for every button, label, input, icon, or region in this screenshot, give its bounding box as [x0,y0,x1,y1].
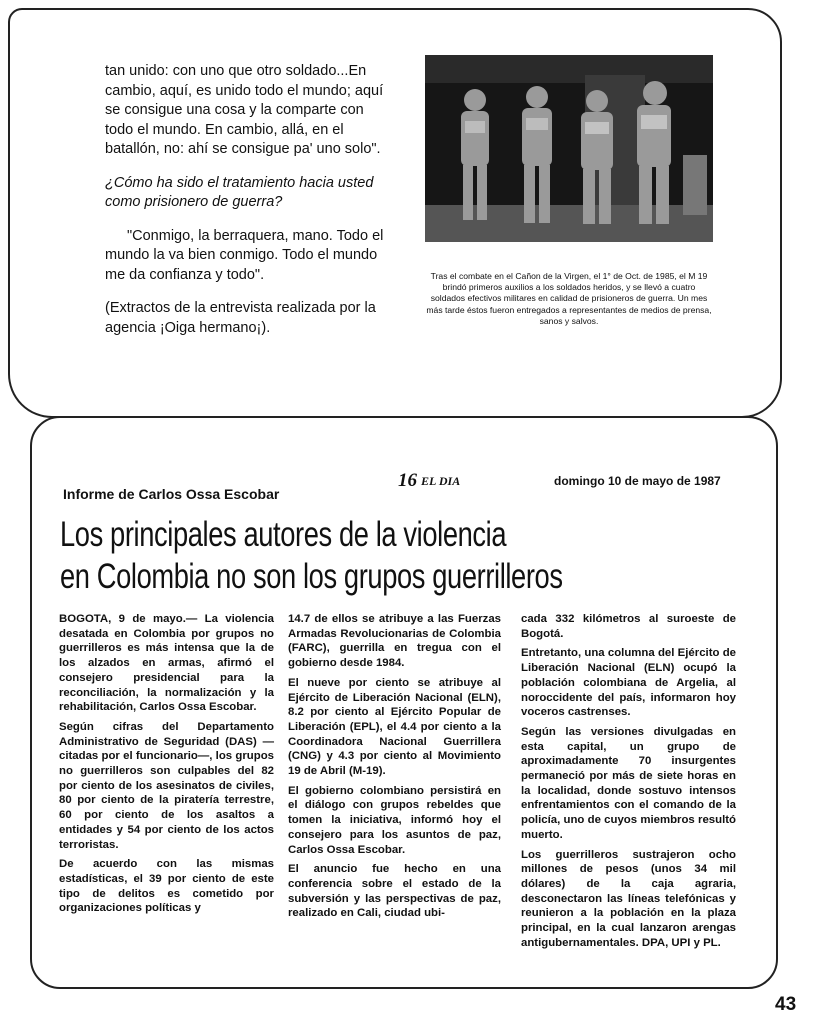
article-paragraph: El anuncio fue hecho en una conferencia sobre el estado de la subversión y las perspectivas de paz, realizado en Cali, ciudad ubi- [288,863,501,920]
interview-source: (Extractos de la entrevista realizada por la agencia ¡Oiga hermano¡). [105,300,376,336]
article-paragraph: 14.7 de ellos se atribuye a las Fuerzas Armadas Revolucionarias de Colombia (FARC), guerrilla en tregua con el gobierno desde 1984. [288,613,501,670]
article-paragraph: cada 332 kilómetros al suroeste de Bogotá. [521,613,736,640]
interview-paragraph: tan unido: con uno que otro soldado...En cambio, aquí, es unido todo el mundo; aquí se consigue una cosa y la comparte con todo el mundo. En cambio, allá, en el batallón, no: ahí se consigue pa' uno solo". [105,63,384,157]
article-column-2 [288,612,501,926]
photo-caption: Tras el combate en el Cañon de la Virgen, el 1° de Oct. de 1985, el M 19 brindó primeros auxilios a los soldados heridos, y se llevó a cuatro soldados efectivos militares en calidad de prisioneros de guerra. Un mes más tarde éstos fueron entregados a representantes de medios de prensa, sanos y salvos. [426,271,712,326]
newspaper-page-number: 16 [398,470,417,491]
article-paragraph: Los guerrilleros sustrajeron ocho millones de pesos (unos 34 mil dólares) de la caja agraria, desconectaron las líneas telefónicas y reunieron a la población en la plaza principal, en la cual lanzaron arengas antigubernamentales. DPA, UPI y PL. [521,848,736,949]
article-paragraph: De acuerdo con las mismas estadísticas, el 39 por ciento de este tipo de delitos es cometido por organizaciones políticas y [59,858,274,915]
article-paragraph: Según cifras del Departamento Administrativo de Seguridad (DAS) —citadas por el funcionario—, los grupos no guerrilleros son culpables del 82 por ciento de los asesinatos de civiles, 80 por ciento de la piratería terrestre, 60 por ciento de los asaltos a entidades y 54 por ciento de los actos terroristas. [59,720,274,851]
article-headline [60,514,606,598]
article-date: domingo 10 de mayo de 1987 [554,474,721,488]
article-paragraph: Entretanto, una columna del Ejército de Liberación Nacional (ELN) ocupó la población colombiana de Argelia, al noroccidente del país, informaron hoy voceros castrenses. [521,647,736,719]
article-byline: Informe de Carlos Ossa Escobar [63,486,280,502]
article-paragraph: El nueve por ciento se atribuye al Ejército de Liberación Nacional (ELN), 8.2 por ciento al Ejército Popular de Liberación (EPL), el 4.4 por ciento a la Coordinadora Nacional Guerrillera (CNG) y 4.3 por ciento al Movimiento 19 de Abril (M-19). [288,676,501,778]
interview-question: ¿Cómo ha sido el tratamiento hacia usted como prisionero de guerra? [105,174,374,210]
soldiers-photo-image [425,55,713,242]
interview-excerpt [105,62,387,352]
article-paragraph: BOGOTA, 9 de mayo.— La violencia desatada en Colombia por grupos no guerrilleros es más intensa que la de los alzados en armas, afirmó el consejero presidencial para la reconciliación, la normalización y la rehabilitación, Carlos Ossa Escobar. [59,613,274,714]
soldiers-photo [425,55,713,242]
headline-line-2: en Colombia no son los grupos guerrilleros [60,557,563,596]
article-column-3 [521,612,736,955]
newspaper-logo: EL DIA [421,474,461,488]
article-paragraph: Según las versiones divulgadas en esta capital, un grupo de aproximadamente 70 insurgentes permaneció por más de siete horas en la localidad, donde sostuvo intensos enfrentamientos con el comando de la policía, uno de cuyos miembros resultó muerto. [521,725,736,841]
headline-line-1: Los principales autores de la violencia [60,515,507,554]
interview-answer: "Conmigo, la berraquera, mano. Todo el mundo la va bien conmigo. Todo el mundo me da confianza y todo". [105,227,384,283]
article-column-1 [59,612,274,921]
article-paragraph: El gobierno colombiano persistirá en el diálogo con grupos rebeldes que tomen la iniciativa, informó hoy el consejero para los asuntos de paz, Carlos Ossa Escobar. [288,784,501,856]
page-corner-number: 43 [775,994,797,1015]
